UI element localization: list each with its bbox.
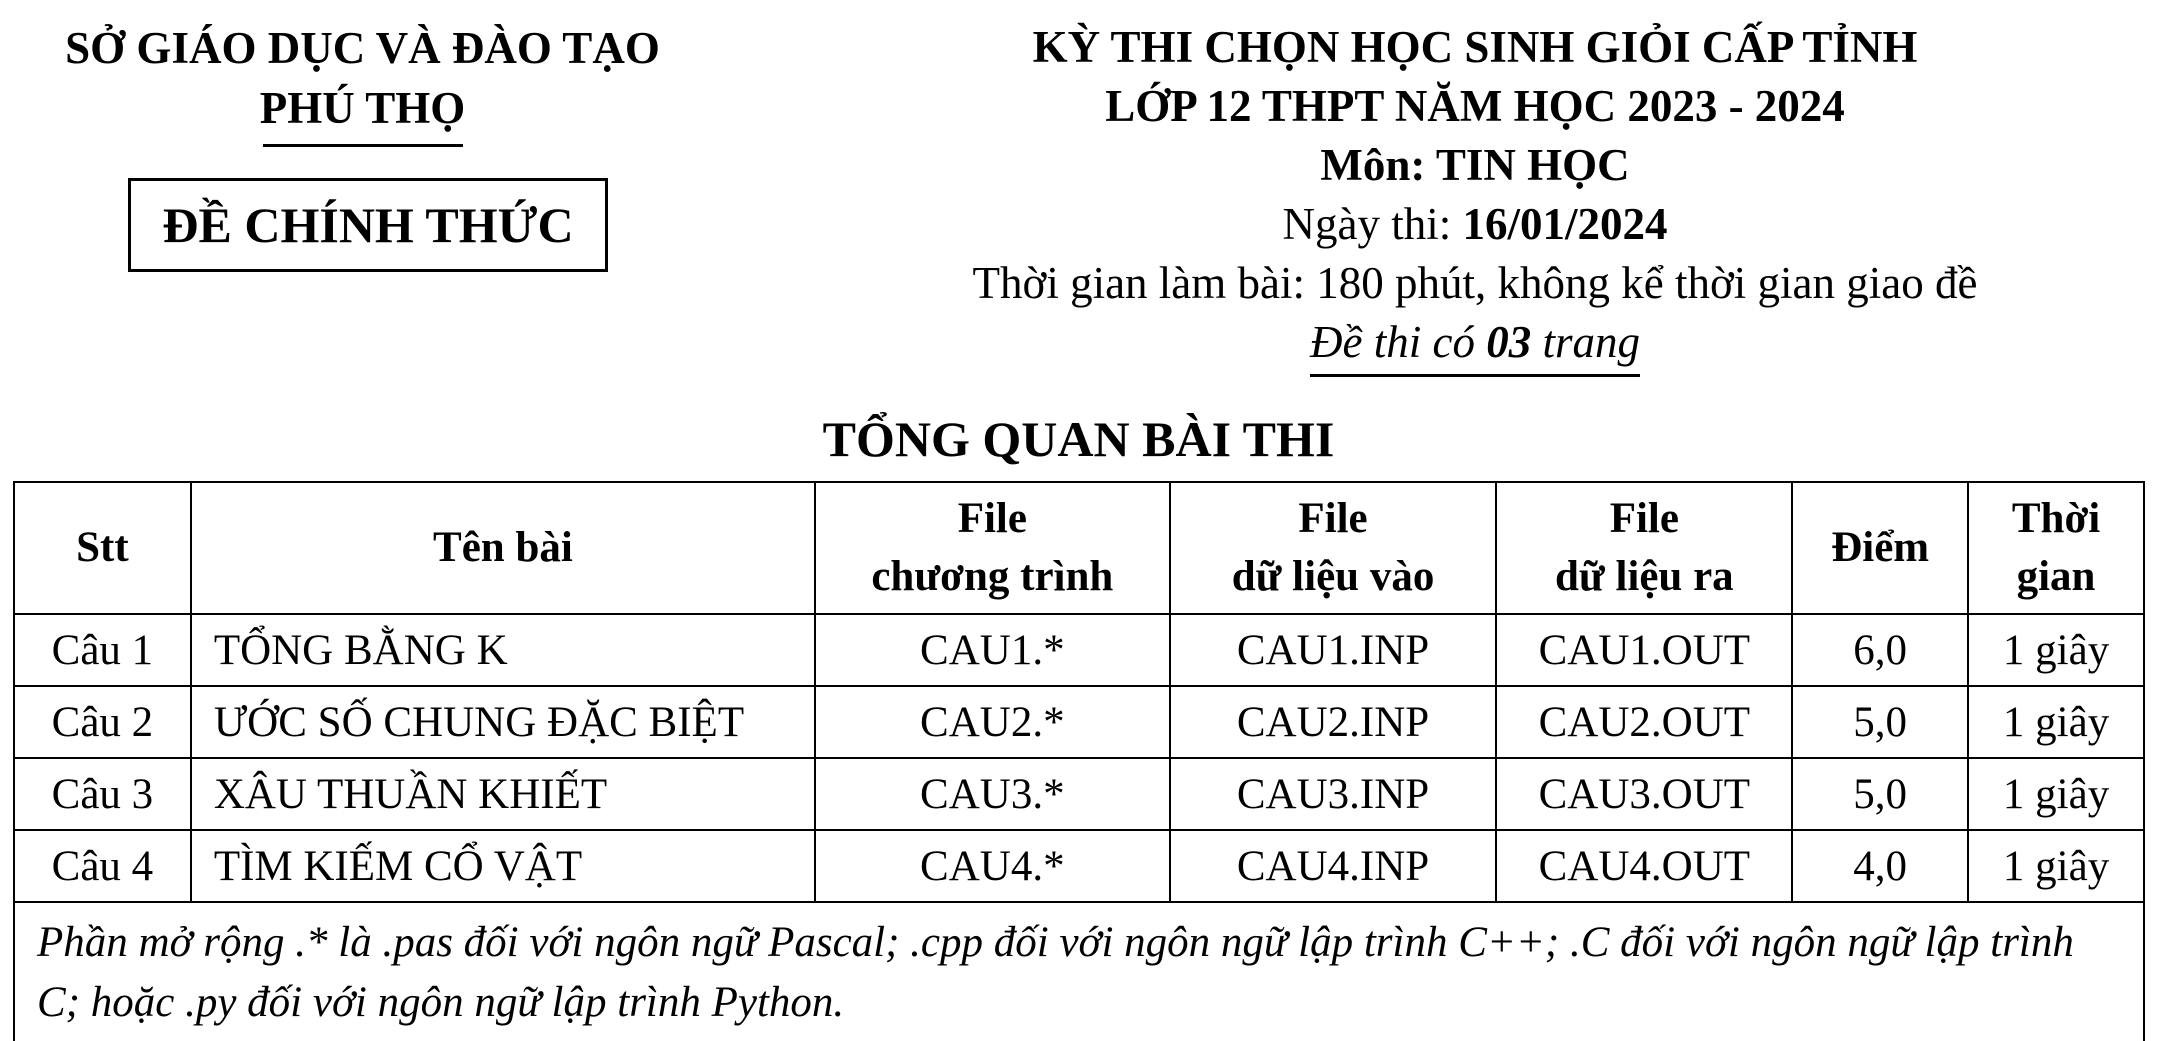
cell-score: 5,0: [1792, 758, 1968, 830]
table-row: [14, 758, 2144, 830]
cell-score: 4,0: [1792, 830, 1968, 902]
extension-note: Phần mở rộng .* là .pas đối với ngôn ngữ Pascal; .cpp đối với ngôn ngữ lập trình C++; .C đối với ngôn ngữ lập trình C; hoặc .py đối với ngôn ngữ lập trình Python.: [14, 902, 2144, 1041]
cell-name: ƯỚC SỐ CHUNG ĐẶC BIỆT: [191, 686, 815, 758]
official-label-box: [128, 178, 608, 272]
cell-program: CAU1.*: [815, 614, 1170, 686]
pages-suffix: trang: [1531, 317, 1640, 367]
cell-stt: Câu 3: [14, 758, 191, 830]
header-stt: Stt: [14, 482, 191, 614]
cell-input: CAU3.INP: [1170, 758, 1497, 830]
header-output-file-line1: File: [1609, 495, 1679, 542]
header-time-line2: gian: [2016, 553, 2096, 600]
cell-input: CAU1.INP: [1170, 614, 1497, 686]
cell-output: CAU4.OUT: [1496, 830, 1792, 902]
subject: Môn: TIN HỌC: [1320, 140, 1630, 190]
header-name: Tên bài: [191, 482, 815, 614]
exam-title: KỲ THI CHỌN HỌC SINH GIỎI CẤP TỈNH: [1032, 22, 1918, 72]
table-row: [14, 830, 2144, 902]
cell-stt: Câu 1: [14, 614, 191, 686]
header-input-file-line1: File: [1298, 495, 1368, 542]
exam-date-line: [805, 195, 2145, 254]
cell-time: 1 giây: [1968, 830, 2144, 902]
issuer-header: [0, 18, 725, 147]
table-note-row: [14, 902, 2144, 1041]
cell-score: 5,0: [1792, 686, 1968, 758]
date-label: Ngày thi:: [1282, 199, 1463, 249]
cell-output: CAU2.OUT: [1496, 686, 1792, 758]
header-program-file: [815, 482, 1170, 614]
cell-time: 1 giây: [1968, 758, 2144, 830]
exam-overview-table: [13, 481, 2145, 1041]
cell-stt: Câu 2: [14, 686, 191, 758]
table-row: [14, 686, 2144, 758]
header-input-file: [1170, 482, 1497, 614]
pages-prefix: Đề thi có: [1310, 317, 1487, 367]
cell-output: CAU3.OUT: [1496, 758, 1792, 830]
header-program-file-line2: chương trình: [871, 553, 1114, 600]
cell-time: 1 giây: [1968, 614, 2144, 686]
header-output-file-line2: dữ liệu ra: [1554, 553, 1734, 600]
province-underline: [263, 144, 463, 147]
grade-year: LỚP 12 THPT NĂM HỌC 2023 - 2024: [1105, 81, 1845, 131]
cell-program: CAU3.*: [815, 758, 1170, 830]
cell-program: CAU4.*: [815, 830, 1170, 902]
pages-count: 03: [1486, 317, 1532, 367]
department-name: SỞ GIÁO DỤC VÀ ĐÀO TẠO: [65, 23, 660, 73]
overview-title: TỔNG QUAN BÀI THI: [822, 411, 1335, 467]
header-time: [1968, 482, 2144, 614]
date-value: 16/01/2024: [1462, 199, 1668, 249]
header-output-file: [1496, 482, 1792, 614]
cell-name: TÌM KIẾM CỔ VẬT: [191, 830, 815, 902]
table-header-row: [14, 482, 2144, 614]
official-label: ĐỀ CHÍNH THỨC: [162, 197, 574, 253]
header-input-file-line2: dữ liệu vào: [1231, 553, 1435, 600]
header-score: Điểm: [1792, 482, 1968, 614]
cell-program: CAU2.*: [815, 686, 1170, 758]
header-time-line1: Thời: [2011, 495, 2101, 542]
cell-time: 1 giây: [1968, 686, 2144, 758]
cell-name: XÂU THUẦN KHIẾT: [191, 758, 815, 830]
table-row: [14, 614, 2144, 686]
cell-name: TỔNG BẰNG K: [191, 614, 815, 686]
exam-header: [805, 18, 2145, 377]
cell-input: CAU2.INP: [1170, 686, 1497, 758]
cell-score: 6,0: [1792, 614, 1968, 686]
header-program-file-line1: File: [957, 495, 1027, 542]
cell-stt: Câu 4: [14, 830, 191, 902]
cell-output: CAU1.OUT: [1496, 614, 1792, 686]
cell-input: CAU4.INP: [1170, 830, 1497, 902]
province-name: PHÚ THỌ: [259, 83, 466, 133]
pages-line: [805, 313, 2145, 377]
duration: Thời gian làm bài: 180 phút, không kể thời gian giao đề: [972, 258, 1978, 308]
